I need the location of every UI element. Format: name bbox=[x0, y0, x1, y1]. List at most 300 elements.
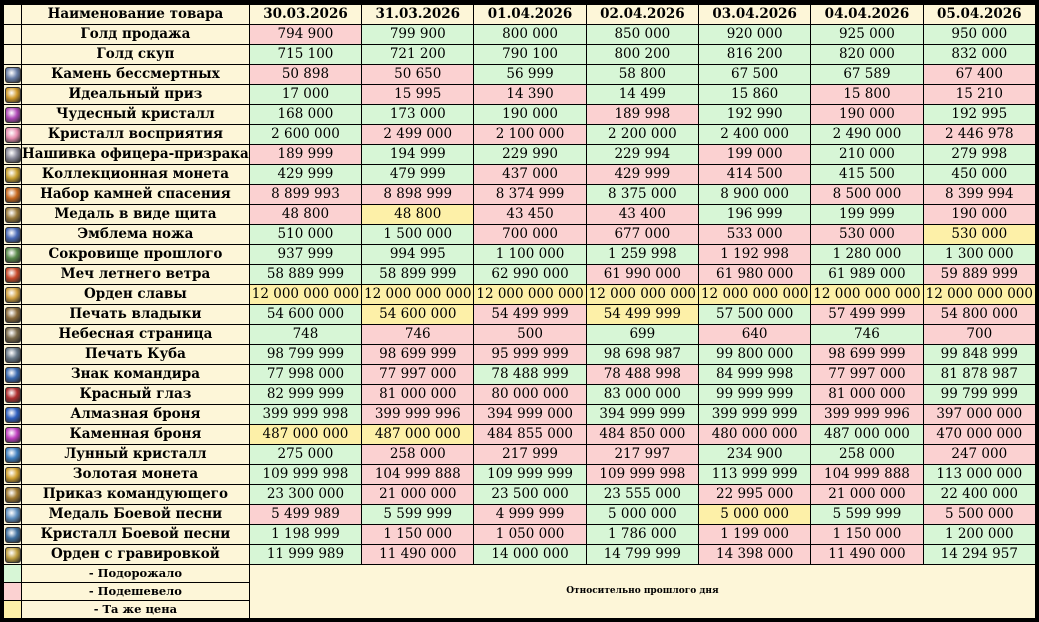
table-row bbox=[4, 385, 1035, 404]
price-cell: 937 999 bbox=[250, 245, 361, 264]
price-cell: 23 555 000 bbox=[587, 485, 698, 504]
item-name: Лунный кристалл bbox=[22, 445, 249, 464]
price-cell: 12 000 000 000 bbox=[588, 286, 697, 302]
item-icon-cell bbox=[4, 185, 21, 204]
price-cell: 925 000 bbox=[811, 25, 922, 44]
price-cell: 54 499 999 bbox=[474, 305, 585, 324]
item-icon-cell bbox=[4, 45, 21, 64]
price-cell: 210 000 bbox=[811, 145, 922, 164]
price-cell: 57 500 000 bbox=[699, 305, 810, 324]
item-name: Коллекционная монета bbox=[22, 165, 249, 184]
item-icon-cell bbox=[4, 325, 21, 344]
price-cell: 746 bbox=[362, 325, 473, 344]
price-cell: 109 999 998 bbox=[587, 465, 698, 484]
seal-icon bbox=[5, 307, 21, 323]
item-name: Медаль в виде щита bbox=[22, 205, 249, 224]
price-cell: 12 000 000 000 bbox=[364, 286, 472, 302]
price-cell: 217 999 bbox=[474, 445, 585, 464]
price-cell: 1 050 000 bbox=[474, 525, 585, 544]
price-cell: 1 192 998 bbox=[699, 245, 810, 264]
stones-icon bbox=[5, 187, 21, 203]
price-cell: 437 000 bbox=[474, 165, 585, 184]
price-cell: 399 999 996 bbox=[362, 405, 473, 424]
price-cell: 98 699 999 bbox=[362, 345, 473, 364]
item-name: Меч летнего ветра bbox=[22, 265, 249, 284]
price-cell: 12 000 000 000 bbox=[924, 285, 1035, 304]
item-icon-cell bbox=[4, 125, 21, 144]
price-cell: 99 848 999 bbox=[924, 345, 1035, 364]
stone-armor-icon bbox=[5, 427, 21, 443]
item-icon-cell bbox=[4, 405, 21, 424]
price-cell: 850 000 bbox=[587, 25, 698, 44]
price-cell: 247 000 bbox=[924, 445, 1035, 464]
item-icon-cell bbox=[4, 165, 21, 184]
price-cell: 5 000 000 bbox=[587, 505, 698, 524]
page-icon bbox=[5, 327, 21, 343]
price-cell: 14 390 bbox=[474, 85, 585, 104]
table-row bbox=[4, 145, 1035, 164]
item-icon-cell bbox=[4, 205, 21, 224]
price-cell: 800 200 bbox=[587, 45, 698, 64]
item-icon-cell bbox=[4, 525, 21, 544]
item-name: Чудесный кристалл bbox=[22, 105, 249, 124]
price-cell: 5 000 000 bbox=[699, 505, 810, 524]
price-cell: 99 800 000 bbox=[699, 345, 810, 364]
price-cell: 794 900 bbox=[250, 25, 361, 44]
price-cell: 81 000 000 bbox=[362, 385, 473, 404]
table-row bbox=[4, 485, 1035, 504]
table-row bbox=[4, 505, 1035, 524]
price-cell: 500 bbox=[474, 325, 585, 344]
crystal-icon bbox=[5, 107, 21, 123]
command-order-icon bbox=[5, 487, 21, 503]
table-row bbox=[4, 85, 1035, 104]
header-date: 02.04.2026 bbox=[587, 5, 698, 24]
price-cell: 22 995 000 bbox=[699, 485, 810, 504]
price-cell: 217 997 bbox=[587, 445, 698, 464]
price-cell: 82 999 999 bbox=[250, 385, 361, 404]
legend-row bbox=[4, 565, 1035, 582]
price-cell: 61 980 000 bbox=[699, 265, 810, 284]
price-cell: 8 500 000 bbox=[811, 185, 922, 204]
item-name: Кристалл Боевой песни bbox=[22, 525, 249, 544]
price-cell: 15 995 bbox=[362, 85, 473, 104]
item-icon-cell bbox=[4, 545, 21, 564]
price-cell: 61 989 000 bbox=[811, 265, 922, 284]
price-cell: 394 999 999 bbox=[587, 405, 698, 424]
price-cell: 98 699 999 bbox=[811, 345, 922, 364]
table-row bbox=[4, 405, 1035, 424]
table-row bbox=[4, 365, 1035, 384]
price-cell: 1 199 000 bbox=[699, 525, 810, 544]
price-cell: 196 999 bbox=[699, 205, 810, 224]
item-name: Орден с гравировкой bbox=[22, 545, 249, 564]
price-cell: 12 000 000 000 bbox=[813, 286, 921, 302]
table-row bbox=[4, 185, 1035, 204]
table-row bbox=[4, 205, 1035, 224]
item-name: Сокровище прошлого bbox=[22, 245, 249, 264]
shield-medal-icon bbox=[5, 207, 21, 223]
price-cell: 1 198 999 bbox=[250, 525, 361, 544]
price-cell: 450 000 bbox=[924, 165, 1035, 184]
table-row bbox=[4, 245, 1035, 264]
price-cell: 258 000 bbox=[811, 445, 922, 464]
price-cell: 1 280 000 bbox=[811, 245, 922, 264]
table-row bbox=[4, 65, 1035, 84]
price-cell: 81 000 000 bbox=[811, 385, 922, 404]
price-cell: 14 499 bbox=[587, 85, 698, 104]
item-icon-cell bbox=[4, 265, 21, 284]
price-cell: 95 999 999 bbox=[474, 345, 585, 364]
price-cell: 113 000 000 bbox=[924, 465, 1035, 484]
price-cell: 746 bbox=[811, 325, 922, 344]
table-row bbox=[4, 125, 1035, 144]
item-name: Знак командира bbox=[22, 365, 249, 384]
price-cell: 8 399 994 bbox=[924, 185, 1035, 204]
price-cell: 2 200 000 bbox=[587, 125, 698, 144]
price-cell: 104 999 888 bbox=[362, 465, 473, 484]
table-row bbox=[4, 105, 1035, 124]
gold-coin-icon bbox=[5, 467, 21, 483]
price-cell: 14 294 957 bbox=[924, 545, 1035, 564]
price-cell: 192 990 bbox=[699, 105, 810, 124]
price-cell: 12 000 000 000 bbox=[700, 286, 809, 302]
price-cell: 189 998 bbox=[587, 105, 698, 124]
price-cell: 50 650 bbox=[362, 65, 473, 84]
knife-icon bbox=[5, 227, 21, 243]
cube-icon bbox=[5, 347, 21, 363]
item-icon-cell bbox=[4, 105, 21, 124]
price-cell: 50 898 bbox=[250, 65, 361, 84]
price-cell: 21 000 000 bbox=[362, 485, 473, 504]
price-cell: 480 000 000 bbox=[699, 425, 810, 444]
item-icon-cell bbox=[4, 65, 21, 84]
prize-icon bbox=[5, 87, 21, 103]
price-cell: 77 997 000 bbox=[811, 365, 922, 384]
price-cell: 920 000 bbox=[699, 25, 810, 44]
price-cell: 17 000 bbox=[250, 85, 361, 104]
price-cell: 1 300 000 bbox=[924, 245, 1035, 264]
price-cell: 484 850 000 bbox=[587, 425, 698, 444]
header-row bbox=[4, 5, 1035, 24]
legend-swatch-up bbox=[4, 565, 21, 582]
price-cell: 721 200 bbox=[362, 45, 473, 64]
item-name: Приказ командующего bbox=[22, 485, 249, 504]
header-date: 30.03.2026 bbox=[250, 5, 361, 24]
item-name: Алмазная броня bbox=[22, 405, 249, 424]
price-cell: 429 999 bbox=[250, 165, 361, 184]
price-cell: 399 999 996 bbox=[811, 405, 922, 424]
legend-label-same: - Та же цена bbox=[22, 601, 249, 618]
item-icon-cell bbox=[4, 145, 21, 164]
price-cell: 58 899 999 bbox=[362, 265, 473, 284]
item-name: Нашивка офицера-призрака bbox=[22, 146, 249, 162]
item-name: Золотая монета bbox=[22, 465, 249, 484]
header-name: Наименование товара bbox=[22, 5, 249, 24]
price-cell: 15 860 bbox=[699, 85, 810, 104]
price-cell: 8 374 999 bbox=[474, 185, 585, 204]
legend-label-up: - Подорожало bbox=[22, 565, 249, 582]
price-cell: 22 400 000 bbox=[924, 485, 1035, 504]
table-body bbox=[4, 25, 1035, 564]
table-row bbox=[4, 225, 1035, 244]
price-cell: 2 446 978 bbox=[924, 125, 1035, 144]
price-cell: 8 375 000 bbox=[587, 185, 698, 204]
price-cell: 12 000 000 000 bbox=[476, 286, 584, 302]
price-cell: 234 900 bbox=[699, 445, 810, 464]
item-icon-cell bbox=[4, 85, 21, 104]
item-icon-cell bbox=[4, 465, 21, 484]
price-cell: 1 200 000 bbox=[924, 525, 1035, 544]
price-cell: 397 000 000 bbox=[924, 405, 1035, 424]
price-cell: 48 800 bbox=[362, 205, 473, 224]
price-cell: 113 999 999 bbox=[699, 465, 810, 484]
item-name: Каменная броня bbox=[22, 425, 249, 444]
price-cell: 677 000 bbox=[587, 225, 698, 244]
header-date: 05.04.2026 bbox=[924, 5, 1035, 24]
legend-swatch-same bbox=[4, 601, 21, 618]
price-cell: 700 bbox=[924, 325, 1035, 344]
price-cell: 104 999 888 bbox=[811, 465, 922, 484]
item-name: Камень бессмертных bbox=[22, 65, 249, 84]
price-cell: 1 150 000 bbox=[362, 525, 473, 544]
price-cell: 11 490 000 bbox=[811, 545, 922, 564]
price-cell: 54 499 999 bbox=[587, 305, 698, 324]
price-cell: 1 100 000 bbox=[474, 245, 585, 264]
price-cell: 832 000 bbox=[924, 45, 1035, 64]
price-cell: 14 000 000 bbox=[474, 545, 585, 564]
price-cell: 229 994 bbox=[587, 145, 698, 164]
price-cell: 800 000 bbox=[474, 25, 585, 44]
price-cell: 109 999 998 bbox=[250, 465, 361, 484]
treasure-icon bbox=[5, 247, 21, 263]
price-cell: 54 800 000 bbox=[924, 305, 1035, 324]
price-cell: 699 bbox=[587, 325, 698, 344]
engraved-order-icon bbox=[5, 547, 21, 563]
price-cell: 23 300 000 bbox=[250, 485, 361, 504]
price-cell: 2 490 000 bbox=[811, 125, 922, 144]
price-cell: 190 000 bbox=[924, 205, 1035, 224]
price-cell: 414 500 bbox=[699, 165, 810, 184]
price-cell: 415 500 bbox=[811, 165, 922, 184]
item-name: Кристалл восприятия bbox=[22, 125, 249, 144]
price-cell: 487 000 000 bbox=[362, 425, 473, 444]
price-cell: 1 786 000 bbox=[587, 525, 698, 544]
sword-icon bbox=[5, 267, 21, 283]
price-cell: 78 488 998 bbox=[587, 365, 698, 384]
price-cell: 275 000 bbox=[250, 445, 361, 464]
item-icon-cell bbox=[4, 225, 21, 244]
header-date: 31.03.2026 bbox=[362, 5, 473, 24]
price-cell: 43 400 bbox=[587, 205, 698, 224]
price-cell: 61 990 000 bbox=[587, 265, 698, 284]
header-date: 03.04.2026 bbox=[699, 5, 810, 24]
header-date: 04.04.2026 bbox=[811, 5, 922, 24]
legend-note: Относительно прошлого дня bbox=[250, 565, 1035, 618]
legend-label-down: - Подешевело bbox=[22, 583, 249, 600]
table-row bbox=[4, 285, 1035, 304]
table-row bbox=[4, 425, 1035, 444]
price-cell: 84 999 998 bbox=[699, 365, 810, 384]
price-cell: 2 400 000 bbox=[699, 125, 810, 144]
price-cell: 1 259 998 bbox=[587, 245, 698, 264]
price-cell: 14 398 000 bbox=[699, 545, 810, 564]
item-icon-cell bbox=[4, 425, 21, 444]
table-row bbox=[4, 465, 1035, 484]
order-icon bbox=[5, 287, 21, 303]
price-cell: 98 698 987 bbox=[587, 345, 698, 364]
price-cell: 399 999 999 bbox=[699, 405, 810, 424]
price-cell: 8 899 993 bbox=[250, 185, 361, 204]
price-cell: 80 000 000 bbox=[474, 385, 585, 404]
price-table bbox=[3, 4, 1036, 619]
price-cell: 14 799 999 bbox=[587, 545, 698, 564]
patch-icon bbox=[5, 147, 21, 163]
commander-icon bbox=[5, 367, 21, 383]
moon-crystal-icon bbox=[5, 447, 21, 463]
item-icon-cell bbox=[4, 285, 21, 304]
item-name: Печать владыки bbox=[22, 305, 249, 324]
price-cell: 67 589 bbox=[811, 65, 922, 84]
table-row bbox=[4, 545, 1035, 564]
price-cell: 62 990 000 bbox=[474, 265, 585, 284]
price-cell: 950 000 bbox=[924, 25, 1035, 44]
item-name: Идеальный приз bbox=[22, 85, 249, 104]
price-cell: 258 000 bbox=[362, 445, 473, 464]
price-cell: 790 100 bbox=[474, 45, 585, 64]
price-cell: 229 990 bbox=[474, 145, 585, 164]
price-cell: 399 999 998 bbox=[250, 405, 361, 424]
item-icon-cell bbox=[4, 345, 21, 364]
gem-icon bbox=[5, 67, 21, 83]
price-cell: 168 000 bbox=[250, 105, 361, 124]
price-cell: 994 995 bbox=[362, 245, 473, 264]
price-cell: 4 999 999 bbox=[474, 505, 585, 524]
price-cell: 484 855 000 bbox=[474, 425, 585, 444]
header-date: 01.04.2026 bbox=[474, 5, 585, 24]
price-cell: 15 210 bbox=[924, 85, 1035, 104]
price-cell: 2 600 000 bbox=[250, 125, 361, 144]
egg-icon bbox=[5, 127, 21, 143]
price-cell: 58 800 bbox=[587, 65, 698, 84]
price-cell: 2 499 000 bbox=[362, 125, 473, 144]
price-cell: 58 889 999 bbox=[250, 265, 361, 284]
price-cell: 98 799 999 bbox=[250, 345, 361, 364]
price-cell: 192 995 bbox=[924, 105, 1035, 124]
item-name: Медаль Боевой песни bbox=[22, 505, 249, 524]
header-icon-cell bbox=[4, 5, 21, 24]
item-icon-cell bbox=[4, 245, 21, 264]
price-cell: 23 500 000 bbox=[474, 485, 585, 504]
price-cell: 109 999 999 bbox=[474, 465, 585, 484]
price-cell: 11 490 000 bbox=[362, 545, 473, 564]
price-cell: 190 000 bbox=[474, 105, 585, 124]
item-name: Голд продажа bbox=[22, 25, 249, 44]
price-cell: 77 997 000 bbox=[362, 365, 473, 384]
price-cell: 715 100 bbox=[250, 45, 361, 64]
diamond-armor-icon bbox=[5, 407, 21, 423]
table-row bbox=[4, 45, 1035, 64]
price-cell: 11 999 989 bbox=[250, 545, 361, 564]
price-cell: 5 500 000 bbox=[924, 505, 1035, 524]
price-cell: 173 000 bbox=[362, 105, 473, 124]
item-name: Эмблема ножа bbox=[22, 225, 249, 244]
price-cell: 78 488 999 bbox=[474, 365, 585, 384]
price-cell: 54 600 000 bbox=[250, 305, 361, 324]
price-cell: 470 000 000 bbox=[924, 425, 1035, 444]
legend-swatch-down bbox=[4, 583, 21, 600]
battle-crystal-icon bbox=[5, 527, 21, 543]
item-icon-cell bbox=[4, 505, 21, 524]
price-cell: 99 999 999 bbox=[699, 385, 810, 404]
price-cell: 67 400 bbox=[924, 65, 1035, 84]
item-icon-cell bbox=[4, 365, 21, 384]
item-name: Печать Куба bbox=[22, 345, 249, 364]
price-cell: 77 998 000 bbox=[250, 365, 361, 384]
price-cell: 56 999 bbox=[474, 65, 585, 84]
table-row bbox=[4, 265, 1035, 284]
price-cell: 54 600 000 bbox=[362, 305, 473, 324]
table-row bbox=[4, 165, 1035, 184]
item-name: Красный глаз bbox=[22, 385, 249, 404]
price-cell: 199 999 bbox=[811, 205, 922, 224]
price-cell: 1 500 000 bbox=[362, 225, 473, 244]
item-name: Голд скуп bbox=[22, 45, 249, 64]
price-cell: 8 898 999 bbox=[362, 185, 473, 204]
price-cell: 48 800 bbox=[250, 205, 361, 224]
price-cell: 59 889 999 bbox=[924, 265, 1035, 284]
battle-medal-icon bbox=[5, 507, 21, 523]
price-cell: 530 000 bbox=[811, 225, 922, 244]
item-name: Орден славы bbox=[22, 285, 249, 304]
price-cell: 190 000 bbox=[811, 105, 922, 124]
price-table-container bbox=[3, 4, 1036, 619]
item-icon-cell bbox=[4, 305, 21, 324]
price-cell: 194 999 bbox=[362, 145, 473, 164]
item-name: Набор камней спасения bbox=[22, 185, 249, 204]
price-cell: 8 900 000 bbox=[699, 185, 810, 204]
table-row bbox=[4, 25, 1035, 44]
price-cell: 67 500 bbox=[699, 65, 810, 84]
price-cell: 640 bbox=[699, 325, 810, 344]
price-cell: 748 bbox=[250, 325, 361, 344]
price-cell: 199 000 bbox=[699, 145, 810, 164]
coin-icon bbox=[5, 167, 21, 183]
price-cell: 5 499 989 bbox=[250, 505, 361, 524]
table-row bbox=[4, 325, 1035, 344]
price-cell: 394 999 000 bbox=[474, 405, 585, 424]
price-cell: 487 000 000 bbox=[811, 425, 922, 444]
price-cell: 510 000 bbox=[250, 225, 361, 244]
price-cell: 2 100 000 bbox=[474, 125, 585, 144]
price-cell: 816 200 bbox=[699, 45, 810, 64]
table-row bbox=[4, 345, 1035, 364]
price-cell: 12 000 000 000 bbox=[251, 286, 360, 302]
item-icon-cell bbox=[4, 25, 21, 44]
item-icon-cell bbox=[4, 385, 21, 404]
price-cell: 81 878 987 bbox=[924, 365, 1035, 384]
price-cell: 700 000 bbox=[474, 225, 585, 244]
item-name: Небесная страница bbox=[22, 325, 249, 344]
table-row bbox=[4, 445, 1035, 464]
price-cell: 15 800 bbox=[811, 85, 922, 104]
price-cell: 99 799 999 bbox=[924, 385, 1035, 404]
price-cell: 5 599 999 bbox=[811, 505, 922, 524]
price-cell: 5 599 999 bbox=[362, 505, 473, 524]
price-cell: 429 999 bbox=[587, 165, 698, 184]
red-eye-icon bbox=[5, 387, 21, 403]
item-icon-cell bbox=[4, 445, 21, 464]
